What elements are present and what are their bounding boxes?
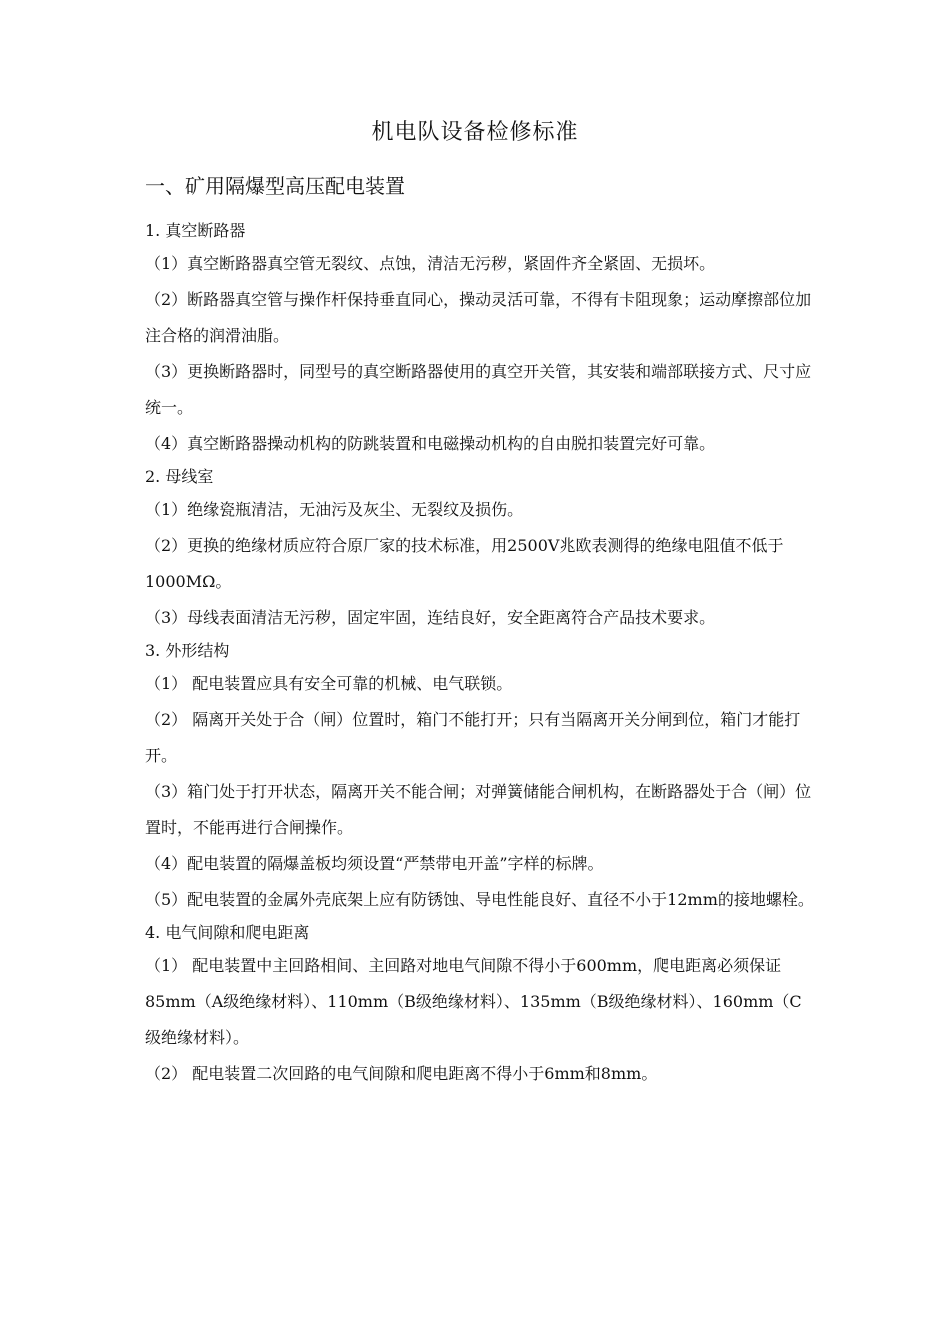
- list-item: （2） 隔离开关处于合（闸）位置时，箱门不能打开；只有当隔离开关分闸到位，箱门才能打开。: [145, 710, 801, 765]
- list-item: （2）断路器真空管与操作杆保持垂直同心，操动灵活可靠，不得有卡阻现象；运动摩擦部位加注合格的润滑油脂。: [145, 290, 812, 345]
- subsection-heading: 1. 真空断路器: [145, 221, 246, 240]
- list-item: （2）更换的绝缘材质应符合原厂家的技术标准，用2500V兆欧表测得的绝缘电阻值不低于1000MΩ。: [145, 536, 784, 591]
- subsection-heading: 2. 母线室: [145, 467, 214, 486]
- list-item: （3）母线表面清洁无污秽，固定牢固，连结良好，安全距离符合产品技术要求。: [145, 608, 716, 627]
- list-item: （3）箱门处于打开状态，隔离开关不能合闸；对弹簧储能合闸机构，在断路器处于合（闸）位置时，不能再进行合闸操作。: [145, 782, 812, 837]
- list-item: （1）真空断路器真空管无裂纹、点蚀，清洁无污秽，紧固件齐全紧固、无损坏。: [145, 254, 716, 273]
- subsection-heading: 3. 外形结构: [145, 641, 230, 660]
- document-body: [145, 216, 815, 1092]
- document-title: 机电队设备检修标准: [371, 120, 579, 145]
- subsection-heading: 4. 电气间隙和爬电距离: [145, 923, 310, 942]
- list-item: （1） 配电装置中主回路相间、主回路对地电气间隙不得小于600mm，爬电距离必须保证85mm（A级绝缘材料）、110mm（B级绝缘材料）、135mm（B级绝缘材料）、160mm（C级绝缘材料）。: [145, 956, 802, 1047]
- list-item: （2） 配电装置二次回路的电气间隙和爬电距离不得小于6mm和8mm。: [145, 1064, 658, 1083]
- section-heading: 一、矿用隔爆型高压配电装置: [145, 174, 405, 198]
- list-item: （1）绝缘瓷瓶清洁，无油污及灰尘、无裂纹及损伤。: [145, 500, 524, 519]
- list-item: （3）更换断路器时，同型号的真空断路器使用的真空开关管，其安装和端部联接方式、尺寸应统一。: [145, 362, 812, 417]
- list-item: （4）真空断路器操动机构的防跳装置和电磁操动机构的自由脱扣装置完好可靠。: [145, 434, 716, 453]
- list-item: （1） 配电装置应具有安全可靠的机械、电气联锁。: [145, 674, 513, 693]
- list-item: （4）配电装置的隔爆盖板均须设置“严禁带电开盖”字样的标牌。: [145, 854, 604, 873]
- list-item: （5）配电装置的金属外壳底架上应有防锈蚀、导电性能良好、直径不小于12mm的接地螺栓。: [145, 890, 814, 909]
